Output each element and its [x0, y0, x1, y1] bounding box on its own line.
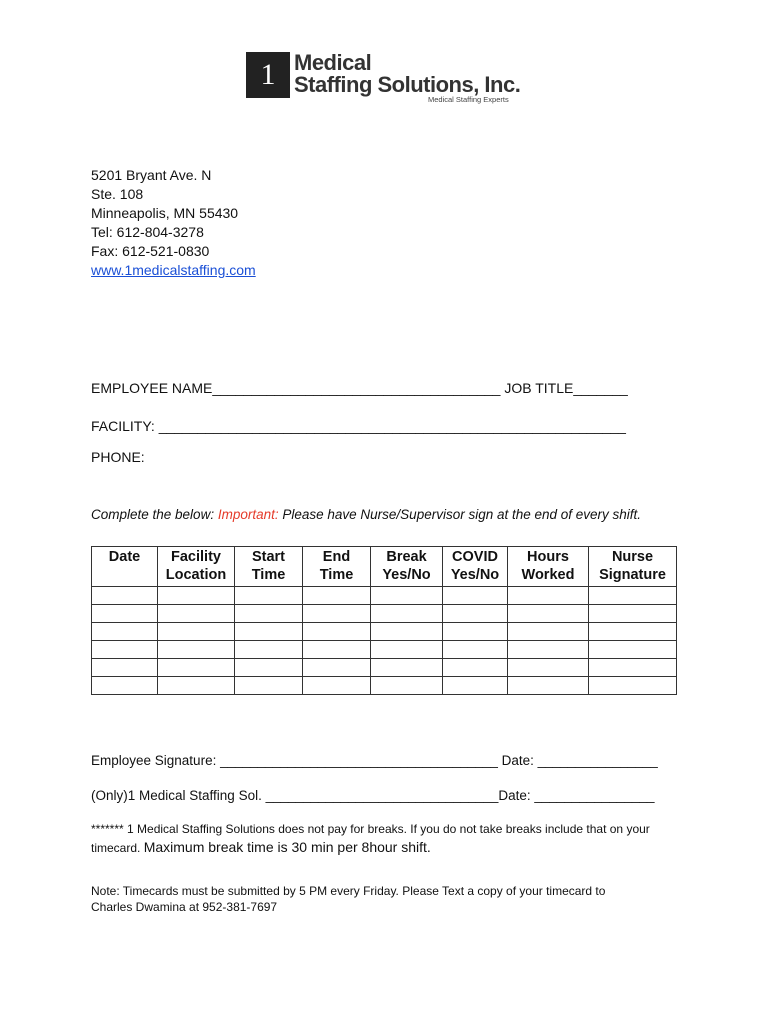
table-cell[interactable]	[158, 605, 235, 623]
table-cell[interactable]	[443, 587, 508, 605]
table-cell[interactable]	[443, 659, 508, 677]
table-row	[92, 605, 677, 623]
table-cell[interactable]	[235, 587, 303, 605]
header-nurse-signature: Nurse Signature	[589, 547, 677, 587]
table-cell[interactable]	[589, 641, 677, 659]
break-note-line1: ******* 1 Medical Staffing Solutions does not pay for breaks. If you do not take breaks include that on your	[91, 822, 650, 836]
table-cell[interactable]	[303, 587, 371, 605]
instruction-text	[91, 507, 641, 522]
table-cell[interactable]	[508, 587, 589, 605]
submit-note-line2: Charles Dwamina at 952-381-7697	[91, 900, 278, 914]
table-row	[92, 659, 677, 677]
timesheet-table	[91, 546, 677, 695]
table-cell[interactable]	[158, 677, 235, 695]
table-cell[interactable]	[158, 623, 235, 641]
table-cell[interactable]	[235, 641, 303, 659]
logo-number-box: 1	[246, 52, 290, 98]
company-address	[91, 166, 256, 280]
instruction-important: Important:	[217, 507, 279, 522]
table-row	[92, 623, 677, 641]
table-cell[interactable]	[158, 641, 235, 659]
table-cell[interactable]	[303, 659, 371, 677]
company-logo	[246, 52, 536, 104]
table-cell[interactable]	[235, 659, 303, 677]
table-cell[interactable]	[589, 587, 677, 605]
table-cell[interactable]	[443, 623, 508, 641]
table-cell[interactable]	[303, 641, 371, 659]
table-cell[interactable]	[235, 605, 303, 623]
table-cell[interactable]	[235, 623, 303, 641]
table-cell[interactable]	[508, 677, 589, 695]
table-row	[92, 587, 677, 605]
break-note-line2	[91, 839, 431, 855]
table-cell[interactable]	[303, 605, 371, 623]
table-cell[interactable]	[235, 677, 303, 695]
address-city: Minneapolis, MN 55430	[91, 205, 239, 221]
table-cell[interactable]	[92, 659, 158, 677]
employee-name-line[interactable]: EMPLOYEE NAME_____________________________________ JOB TITLE_______	[91, 380, 628, 396]
table-cell[interactable]	[92, 605, 158, 623]
logo-line2: Staffing Solutions, Inc.	[294, 72, 521, 97]
website-link[interactable]: www.1medicalstaffing.com	[91, 262, 256, 278]
table-cell[interactable]	[589, 659, 677, 677]
address-street: 5201 Bryant Ave. N	[91, 167, 212, 183]
table-row	[92, 641, 677, 659]
header-facility-location: Facility Location	[158, 547, 235, 587]
logo-line1: Medical	[294, 50, 372, 75]
break-note-max: Maximum break time is 30 min per 8hour shift.	[143, 839, 431, 855]
table-cell[interactable]	[303, 677, 371, 695]
header-hours-worked: Hours Worked	[508, 547, 589, 587]
table-cell[interactable]	[589, 605, 677, 623]
table-cell[interactable]	[92, 587, 158, 605]
header-end-time: End Time	[303, 547, 371, 587]
table-cell[interactable]	[443, 677, 508, 695]
table-cell[interactable]	[371, 623, 443, 641]
table-cell[interactable]	[371, 641, 443, 659]
table-header-row	[92, 547, 677, 587]
table-cell[interactable]	[371, 605, 443, 623]
instruction-prefix: Complete the below:	[91, 507, 218, 522]
header-start-time: Start Time	[235, 547, 303, 587]
table-cell[interactable]	[371, 659, 443, 677]
header-covid: COVID Yes/No	[443, 547, 508, 587]
employee-signature-line[interactable]: Employee Signature: _____________________________________ Date: ________________	[91, 753, 658, 768]
table-cell[interactable]	[92, 623, 158, 641]
break-note-small: timecard.	[91, 841, 144, 855]
table-cell[interactable]	[443, 641, 508, 659]
address-suite: Ste. 108	[91, 186, 144, 202]
facility-line[interactable]: FACILITY: ____________________________________________________________	[91, 418, 626, 434]
table-cell[interactable]	[508, 659, 589, 677]
table-cell[interactable]	[508, 641, 589, 659]
table-cell[interactable]	[589, 677, 677, 695]
header-date: Date	[92, 547, 158, 587]
submit-note-line1: Note: Timecards must be submitted by 5 PM every Friday. Please Text a copy of your timecard to	[91, 884, 606, 898]
instruction-suffix: Please have Nurse/Supervisor sign at the end of every shift.	[278, 507, 642, 522]
logo-tagline: Medical Staffing Experts	[428, 95, 509, 104]
company-signature-line[interactable]: (Only)1 Medical Staffing Sol. _______________________________Date: ________________	[91, 788, 655, 803]
table-cell[interactable]	[92, 641, 158, 659]
table-cell[interactable]	[158, 659, 235, 677]
table-cell[interactable]	[371, 677, 443, 695]
table-cell[interactable]	[158, 587, 235, 605]
table-cell[interactable]	[92, 677, 158, 695]
phone-line[interactable]: PHONE:	[91, 449, 145, 465]
table-cell[interactable]	[371, 587, 443, 605]
header-break: Break Yes/No	[371, 547, 443, 587]
table-cell[interactable]	[443, 605, 508, 623]
table-cell[interactable]	[589, 623, 677, 641]
address-fax: Fax: 612-521-0830	[91, 243, 210, 259]
table-row	[92, 677, 677, 695]
table-cell[interactable]	[508, 605, 589, 623]
table-cell[interactable]	[303, 623, 371, 641]
address-tel: Tel: 612-804-3278	[91, 224, 204, 240]
table-cell[interactable]	[508, 623, 589, 641]
